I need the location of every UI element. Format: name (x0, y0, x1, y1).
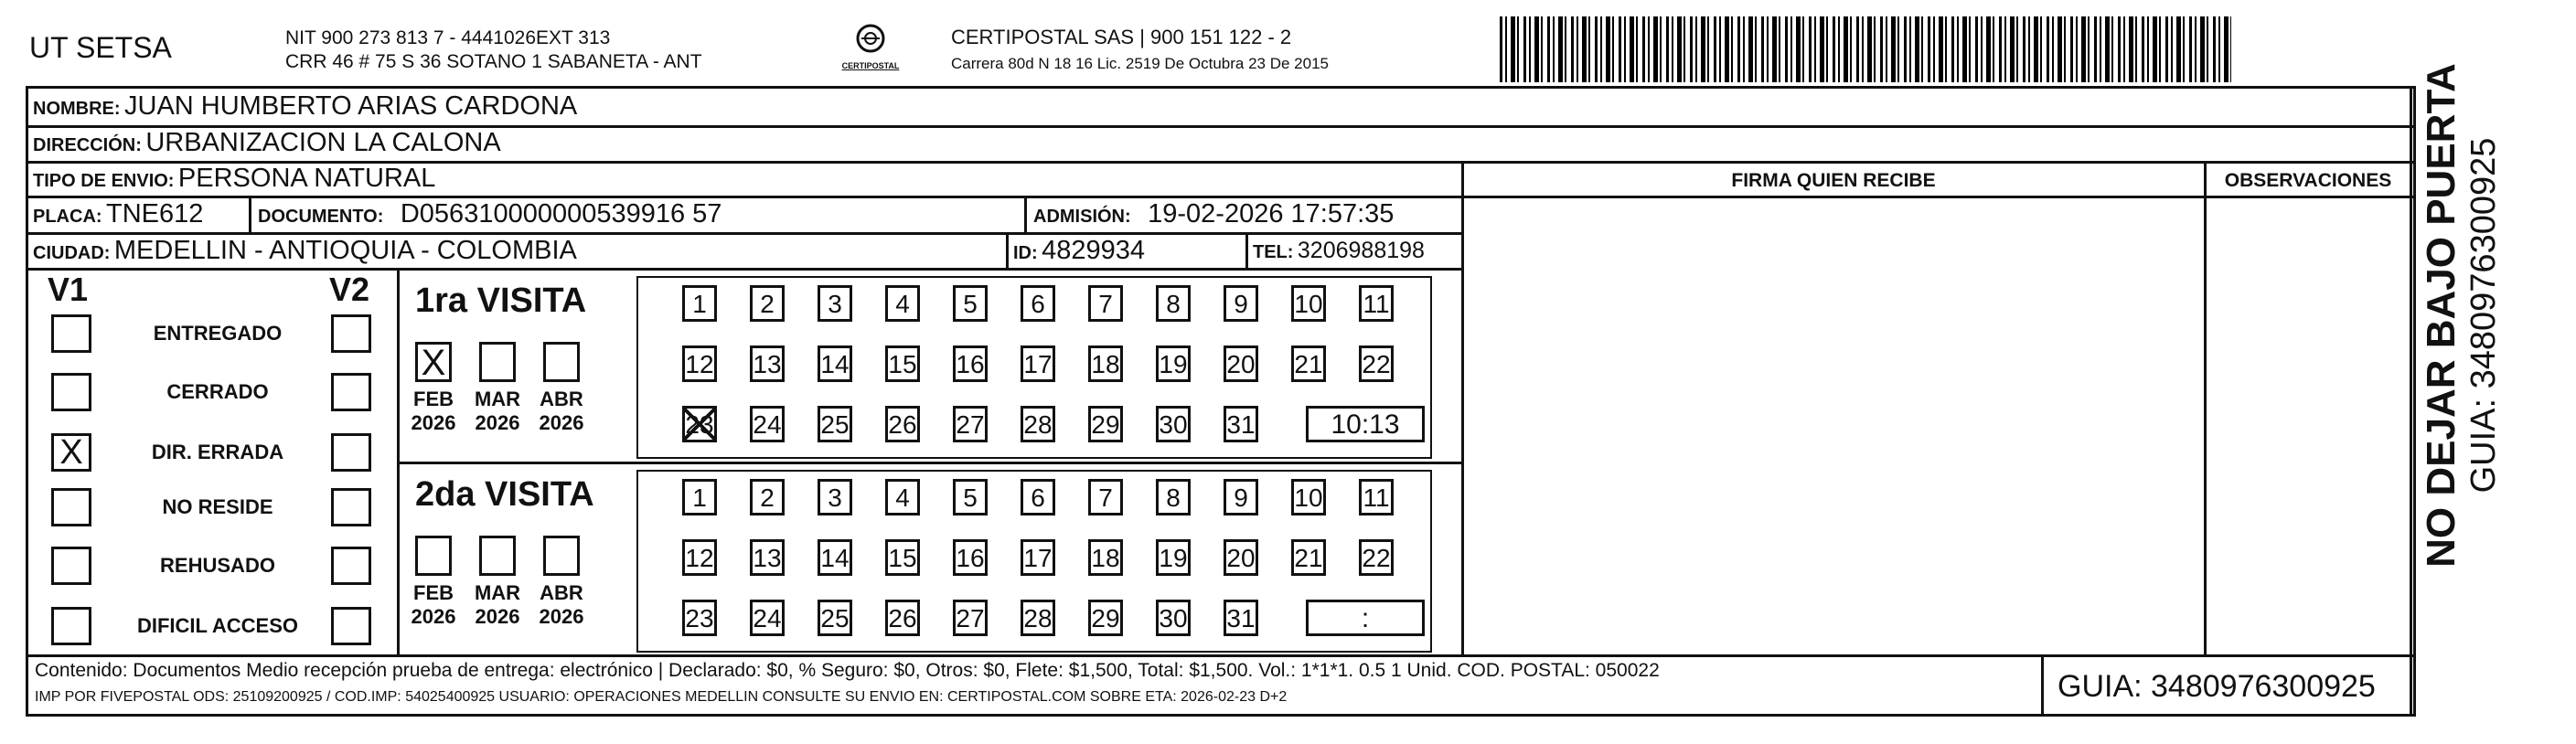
footer-imp: IMP POR FIVEPOSTAL ODS: 25109200925 / COD.IMP: 54025400925 USUARIO: OPERACIONES MEDELLIN CONSULTE SU ENVIO EN: CERTIPOSTAL.COM SOBRE ETA: 2026-02-23 D+2 (35, 689, 1288, 705)
documento-field (258, 199, 721, 229)
day-box[interactable]: 12 (682, 345, 717, 382)
month-year: 2026 (539, 605, 584, 628)
day-box[interactable]: 27 (953, 600, 988, 636)
footer-contenido: Contenido: Documentos Medio recepción prueba de entrega: electrónico | Declarado: $0, % Seguro: $0, Otros: $0, Flete: $1,500, Total: $1,500. Vol.: 1*1*1. 0.5 1 Unid. COD. POSTAL: 050022 (35, 660, 1660, 681)
day-box[interactable]: 13 (750, 345, 785, 382)
month-label (534, 581, 589, 629)
month-label (406, 581, 461, 629)
time-box[interactable]: 10:13 (1306, 406, 1425, 442)
v1-checkbox[interactable] (51, 314, 91, 353)
admision-value: 19-02-2026 17:57:35 (1148, 199, 1395, 229)
v2-checkbox[interactable] (331, 433, 371, 472)
day-box[interactable]: 11 (1359, 285, 1394, 322)
month-year: 2026 (475, 605, 520, 628)
month-checkbox[interactable] (479, 536, 516, 576)
day-box[interactable]: 25 (818, 406, 852, 442)
id-value: 4829934 (1042, 236, 1146, 265)
side-text (2420, 0, 2548, 631)
tel-value: 3206988198 (1297, 238, 1425, 263)
day-box[interactable]: 31 (1224, 600, 1258, 636)
day-box[interactable]: 16 (953, 345, 988, 382)
day-box[interactable]: 9 (1224, 285, 1258, 322)
day-box[interactable]: 30 (1156, 600, 1191, 636)
admision-field (1033, 199, 1394, 229)
barcode (1500, 16, 2231, 82)
day-box[interactable]: 31 (1224, 406, 1258, 442)
month-name: ABR (540, 388, 583, 410)
day-box[interactable]: 26 (885, 406, 920, 442)
month-name: FEB (413, 581, 454, 604)
day-box[interactable]: 29 (1088, 406, 1123, 442)
v1-checkbox[interactable] (51, 488, 91, 526)
tipo-label: TIPO DE ENVIO: (33, 171, 175, 191)
day-box[interactable]: 22 (1359, 539, 1394, 576)
documento-label: DOCUMENTO: (258, 207, 384, 227)
day-box[interactable]: 5 (953, 285, 988, 322)
v1-checkbox[interactable] (51, 373, 91, 411)
day-box[interactable]: 25 (818, 600, 852, 636)
day-box[interactable]: 27 (953, 406, 988, 442)
day-box[interactable]: 26 (885, 600, 920, 636)
day-box[interactable]: 24 (750, 600, 785, 636)
tel-field (1253, 238, 1425, 264)
placa-value: TNE612 (106, 199, 204, 229)
side-guia-text: GUIA: 3480976300925 (2464, 137, 2503, 494)
day-box[interactable]: 11 (1359, 479, 1394, 515)
month-checkbox[interactable] (543, 342, 580, 382)
day-box[interactable]: 13 (750, 539, 785, 576)
status-option-label: DIFICIL ACCESO (136, 614, 298, 637)
cert-line1: CERTIPOSTAL SAS | 900 151 122 - 2 (951, 26, 1292, 48)
day-box[interactable]: 24 (750, 406, 785, 442)
day-box[interactable]: 17 (1021, 345, 1055, 382)
month-year: 2026 (475, 411, 520, 434)
month-checkbox[interactable] (543, 536, 580, 576)
tipo-value: PERSONA NATURAL (177, 164, 436, 193)
day-box[interactable]: 21 (1291, 345, 1326, 382)
day-box[interactable]: 28 (1021, 406, 1055, 442)
day-box[interactable]: 10 (1291, 479, 1326, 515)
v1-checkbox[interactable] (51, 607, 91, 645)
cert-line2: Carrera 80d N 18 16 Lic. 2519 De Octubra 23 De 2015 (951, 55, 1329, 72)
status-option-label: DIR. ERRADA (151, 441, 284, 463)
day-box[interactable]: 14 (818, 345, 852, 382)
day-box[interactable]: 17 (1021, 539, 1055, 576)
footer-guia: GUIA: 3480976300925 (2058, 669, 2376, 704)
month-label (534, 388, 589, 435)
status-option-label: REHUSADO (160, 554, 275, 577)
address-line: CRR 46 # 75 S 36 SOTANO 1 SABANETA - ANT (285, 51, 702, 72)
nombre-label: NOMBRE: (33, 99, 121, 119)
day-box[interactable]: 18 (1088, 539, 1123, 576)
day-box[interactable]: 7 (1088, 285, 1123, 322)
month-year: 2026 (411, 411, 456, 434)
placa-field (33, 199, 203, 229)
no-dejar-text: NO DEJAR BAJO PUERTA (2419, 63, 2464, 568)
day-box[interactable]: 8 (1156, 285, 1191, 322)
day-box[interactable]: 14 (818, 539, 852, 576)
firma-label: FIRMA QUIEN RECIBE (1731, 170, 1936, 191)
day-box[interactable]: 15 (885, 345, 920, 382)
month-name: MAR (474, 388, 521, 410)
day-box[interactable]: 19 (1156, 539, 1191, 576)
day-box[interactable]: 10 (1291, 285, 1326, 322)
v2-checkbox[interactable] (331, 314, 371, 353)
visit-title: 1ra VISITA (415, 282, 587, 320)
logo-icon (852, 24, 889, 57)
time-box[interactable]: : (1306, 600, 1425, 636)
day-box[interactable]: 23 (682, 406, 717, 442)
month-label (470, 581, 525, 629)
ciudad-field (33, 236, 577, 266)
v2-checkbox[interactable] (331, 488, 371, 526)
day-box[interactable]: 15 (885, 539, 920, 576)
day-box[interactable]: 9 (1224, 479, 1258, 515)
visit-title: 2da VISITA (415, 475, 594, 514)
tipo-row (33, 164, 435, 194)
nit-line: NIT 900 273 813 7 - 4441026EXT 313 (285, 27, 611, 48)
v1-checkbox[interactable]: X (51, 433, 91, 472)
month-year: 2026 (539, 411, 584, 434)
day-box[interactable]: 20 (1224, 539, 1258, 576)
logo-text: CERTIPOSTAL (841, 61, 900, 70)
day-box[interactable]: 19 (1156, 345, 1191, 382)
certipostal-logo (834, 24, 907, 75)
day-box[interactable]: 30 (1156, 406, 1191, 442)
day-box[interactable]: 23 (682, 600, 717, 636)
id-label: ID: (1013, 243, 1038, 263)
placa-label: PLACA: (33, 207, 102, 227)
day-box[interactable]: 6 (1021, 285, 1055, 322)
ciudad-value: MEDELLIN - ANTIOQUIA - COLOMBIA (113, 236, 577, 265)
day-box[interactable]: 2 (750, 479, 785, 515)
status-option-label: ENTREGADO (153, 322, 283, 345)
day-box[interactable]: 4 (885, 285, 920, 322)
day-box[interactable]: 16 (953, 539, 988, 576)
month-name: ABR (540, 581, 583, 604)
direccion-value: URBANIZACION LA CALONA (145, 128, 501, 157)
status-option-label: CERRADO (166, 380, 269, 403)
day-box[interactable]: 18 (1088, 345, 1123, 382)
v1-label: V1 (48, 271, 89, 308)
month-name: FEB (413, 388, 454, 410)
day-box[interactable]: 21 (1291, 539, 1326, 576)
v1-checkbox[interactable] (51, 547, 91, 585)
documento-value: D056310000000539916 57 (400, 199, 722, 229)
day-box[interactable]: 5 (953, 479, 988, 515)
day-box[interactable]: 28 (1021, 600, 1055, 636)
month-label (470, 388, 525, 435)
day-box[interactable]: 8 (1156, 479, 1191, 515)
direccion-row (33, 128, 501, 158)
month-name: MAR (474, 581, 521, 604)
ciudad-label: CIUDAD: (33, 243, 111, 263)
observaciones-label: OBSERVACIONES (2224, 170, 2392, 191)
day-box[interactable]: 6 (1021, 479, 1055, 515)
month-label (406, 388, 461, 435)
day-box[interactable]: 1 (682, 479, 717, 515)
admision-label: ADMISIÓN: (1033, 207, 1131, 227)
day-box[interactable]: 2 (750, 285, 785, 322)
day-box[interactable]: 22 (1359, 345, 1394, 382)
day-box[interactable]: 20 (1224, 345, 1258, 382)
v2-label: V2 (329, 271, 370, 308)
day-box[interactable]: 7 (1088, 479, 1123, 515)
month-year: 2026 (411, 605, 456, 628)
nombre-value: JUAN HUMBERTO ARIAS CARDONA (124, 91, 578, 121)
nombre-row (33, 91, 577, 122)
day-box[interactable]: 4 (885, 479, 920, 515)
month-checkbox[interactable] (415, 536, 452, 576)
v2-checkbox[interactable] (331, 547, 371, 585)
direccion-label: DIRECCIÓN: (33, 135, 142, 155)
status-option-label: NO RESIDE (162, 495, 273, 518)
v2-checkbox[interactable] (331, 607, 371, 645)
day-box[interactable]: 3 (818, 285, 852, 322)
month-checkbox[interactable]: X (415, 342, 452, 382)
day-box[interactable]: 12 (682, 539, 717, 576)
month-checkbox[interactable] (479, 342, 516, 382)
day-box[interactable]: 3 (818, 479, 852, 515)
id-field (1013, 236, 1145, 266)
tel-label: TEL: (1253, 242, 1294, 262)
day-box[interactable]: 29 (1088, 600, 1123, 636)
day-box[interactable]: 1 (682, 285, 717, 322)
v2-checkbox[interactable] (331, 373, 371, 411)
company-name: UT SETSA (29, 31, 172, 64)
